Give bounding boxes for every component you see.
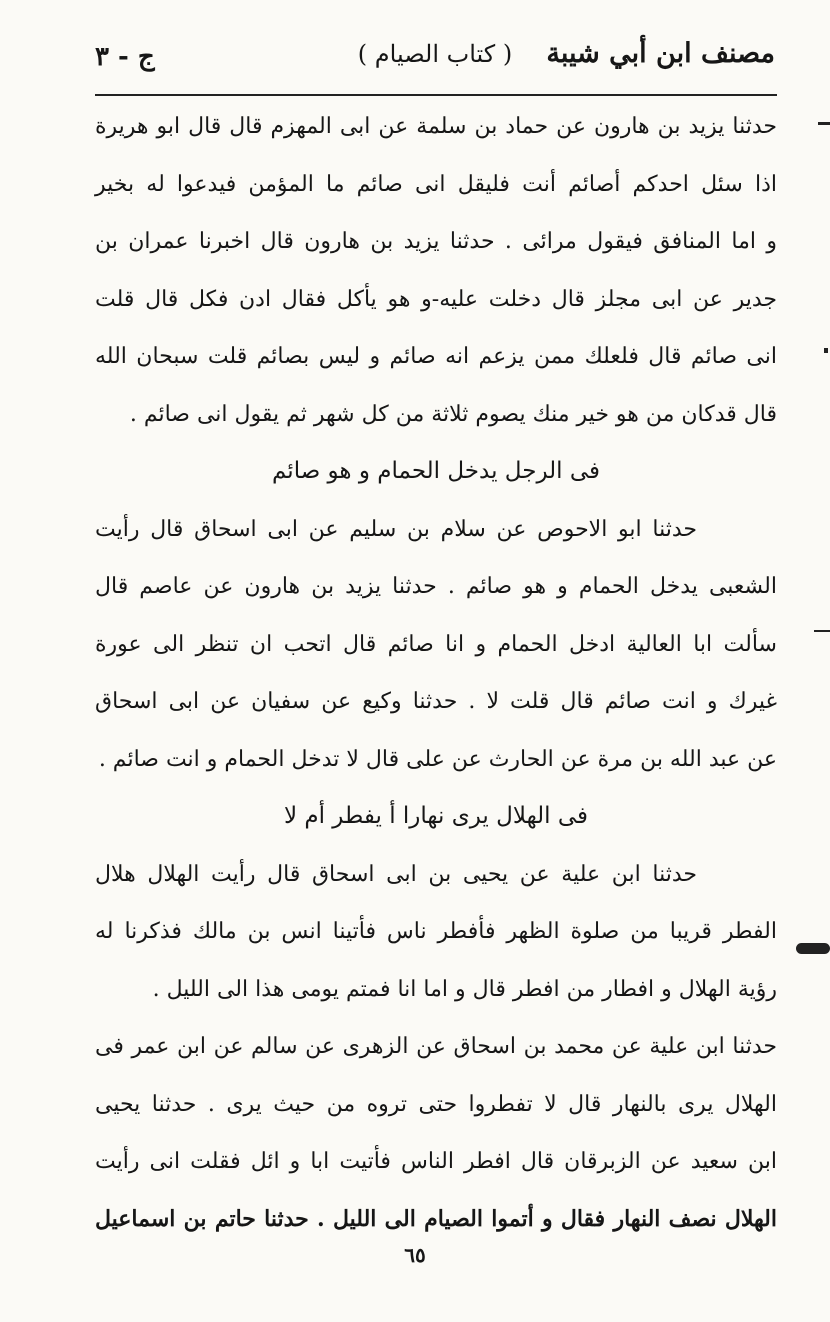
text-line: حدثنا ابو الاحوص عن سلام بن سليم عن ابى اسحاق قال رأيت xyxy=(95,516,697,542)
section-title: ( كتاب الصيام ) xyxy=(357,40,513,68)
text-line: الفطر قريبا من صلوة الظهر فأفطر ناس فأتينا انس بن مالك فذكرنا له xyxy=(95,919,777,944)
margin-mark xyxy=(796,943,830,954)
text-line: حدثنا يزيد بن هارون عن حماد بن سلمة عن ابى المهزم قال قال ابو هريرة xyxy=(95,114,777,139)
text-line: الشعبى يدخل الحمام و هو صائم . حدثنا يزيد بن هارون عن عاصم قال xyxy=(95,574,777,599)
margin-mark xyxy=(818,122,830,125)
text-line: عن عبد الله بن مرة عن الحارث عن على قال لا تدخل الحمام و انت صائم . xyxy=(98,746,777,772)
chapter-heading: فى الهلال يرى نهارا أ يفطر أم لا xyxy=(283,803,589,829)
text-line: الهلال يرى بالنهار قال لا تفطروا حتى تروه من حيث يرى . حدثنا يحيى xyxy=(95,1091,777,1117)
text-line: اذا سئل احدكم أصائم أنت فليقل انى صائم ما المؤمن فيدعوا له بخير xyxy=(95,171,777,197)
main-text xyxy=(95,98,777,1248)
text-line: و اما المنافق فيقول مرائى . حدثنا يزيد بن هارون قال اخبرنا عمران بن xyxy=(95,229,777,254)
volume-number: ج - ٣ xyxy=(95,42,155,72)
text-line: انى صائم قال فلعلك ممن يزعم انه صائم و ليس بصائم قلت سبحان الله xyxy=(95,344,777,369)
page-number: ٦٥ xyxy=(404,1243,426,1267)
text-line: غيرك و انت صائم قال قلت لا . حدثنا وكيع عن سفيان عن ابى اسحاق xyxy=(95,689,777,714)
chapter-heading: فى الرجل يدخل الحمام و هو صائم xyxy=(271,458,601,484)
text-line: سألت ابا العالية ادخل الحمام و انا صائم قال اتحب ان تنظر الى عورة xyxy=(95,631,777,657)
text-line: قال قدكان من هو خير منك يصوم ثلاثة من كل شهر ثم يقول انى صائم . xyxy=(129,401,777,427)
text-line: جدير عن ابى مجلز قال دخلت عليه-و هو يأكل فقال ادن فكل قال قلت xyxy=(95,286,777,312)
text-line: حدثنا ابن علية عن محمد بن اسحاق عن الزهرى عن سالم عن ابن عمر فى xyxy=(95,1034,777,1059)
text-line: الهلال نصف النهار فقال و أتموا الصيام الى الليل . حدثنا حاتم بن اسماعيل xyxy=(95,1205,777,1232)
text-line: ابن سعيد عن الزبرقان قال افطر الناس فأتيت ابا و ائل فقلت انى رأيت xyxy=(95,1149,777,1174)
text-line: حدثنا ابن علية عن يحيى بن ابى اسحاق قال رأيت الهلال هلال xyxy=(95,861,697,887)
margin-mark xyxy=(814,630,830,632)
running-header xyxy=(95,38,775,84)
text-line: رؤية الهلال و افطار من افطر قال و اما انا فمتم يومى هذا الى الليل . xyxy=(152,976,777,1002)
book-title: مصنف ابن أبي شيبة xyxy=(546,38,775,69)
margin-mark xyxy=(824,348,828,353)
header-rule xyxy=(95,94,777,96)
